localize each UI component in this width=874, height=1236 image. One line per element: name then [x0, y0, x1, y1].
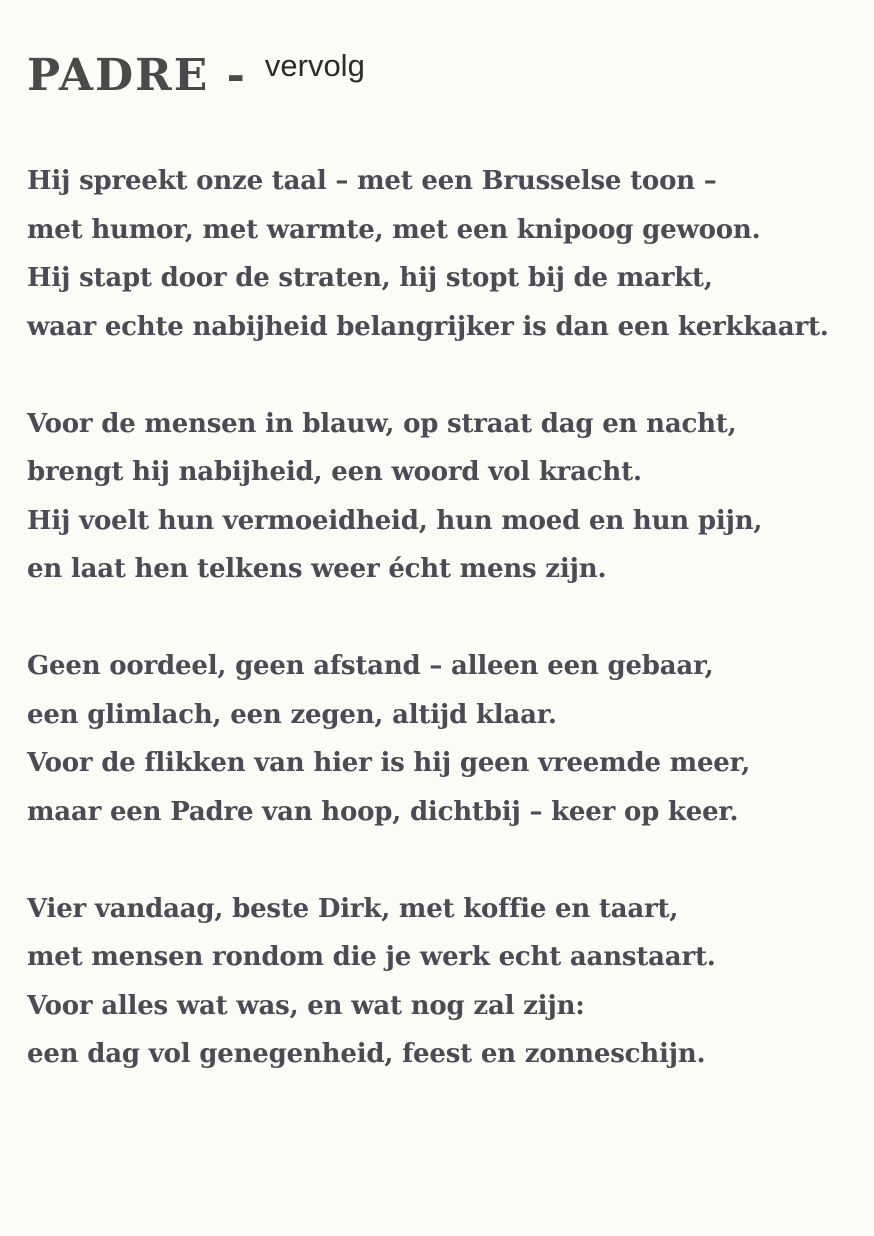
poem-line: Hij spreekt onze taal – met een Brusselse toon – [27, 166, 717, 196]
poem-line: met humor, met warmte, met een knipoog gewoon. [27, 214, 761, 245]
page-subtitle: vervolg [264, 48, 365, 83]
poem-line: een dag vol genegenheid, feest en zonneschijn. [27, 1039, 706, 1069]
poem-line: Vier vandaag, beste Dirk, met koffie en taart, [27, 893, 679, 924]
poem-line: Voor de flikken van hier is hij geen vreemde meer, [27, 748, 751, 778]
poem-line: maar een Padre van hoop, dichtbij – keer op keer. [27, 796, 739, 827]
poem-line: een glimlach, een zegen, altijd klaar. [27, 699, 557, 730]
poem-line: brengt hij nabijheid, een woord vol kracht. [27, 457, 642, 487]
stanza-4 [27, 885, 829, 1079]
title-row [27, 50, 365, 101]
page-title: PADRE - [27, 50, 247, 101]
poem-line: Hij stapt door de straten, hij stopt bij de markt, [27, 263, 713, 293]
stanza-2 [27, 400, 829, 594]
poem-line: met mensen rondom die je werk echt aanstaart. [27, 942, 716, 972]
poem-line: Voor de mensen in blauw, op straat dag en nacht, [27, 408, 737, 439]
poem-line: waar echte nabijheid belangrijker is dan een kerkkaart. [27, 311, 829, 342]
poem-line: Voor alles wat was, en wat nog zal zijn: [27, 990, 585, 1021]
poem-line: Geen oordeel, geen afstand – alleen een gebaar, [27, 651, 714, 681]
poem-line: Hij voelt hun vermoeidheid, hun moed en hun pijn, [27, 505, 763, 536]
poem [27, 157, 829, 1127]
stanza-3 [27, 642, 829, 836]
poem-line: en laat hen telkens weer écht mens zijn. [27, 554, 607, 584]
stanza-1 [27, 157, 829, 351]
